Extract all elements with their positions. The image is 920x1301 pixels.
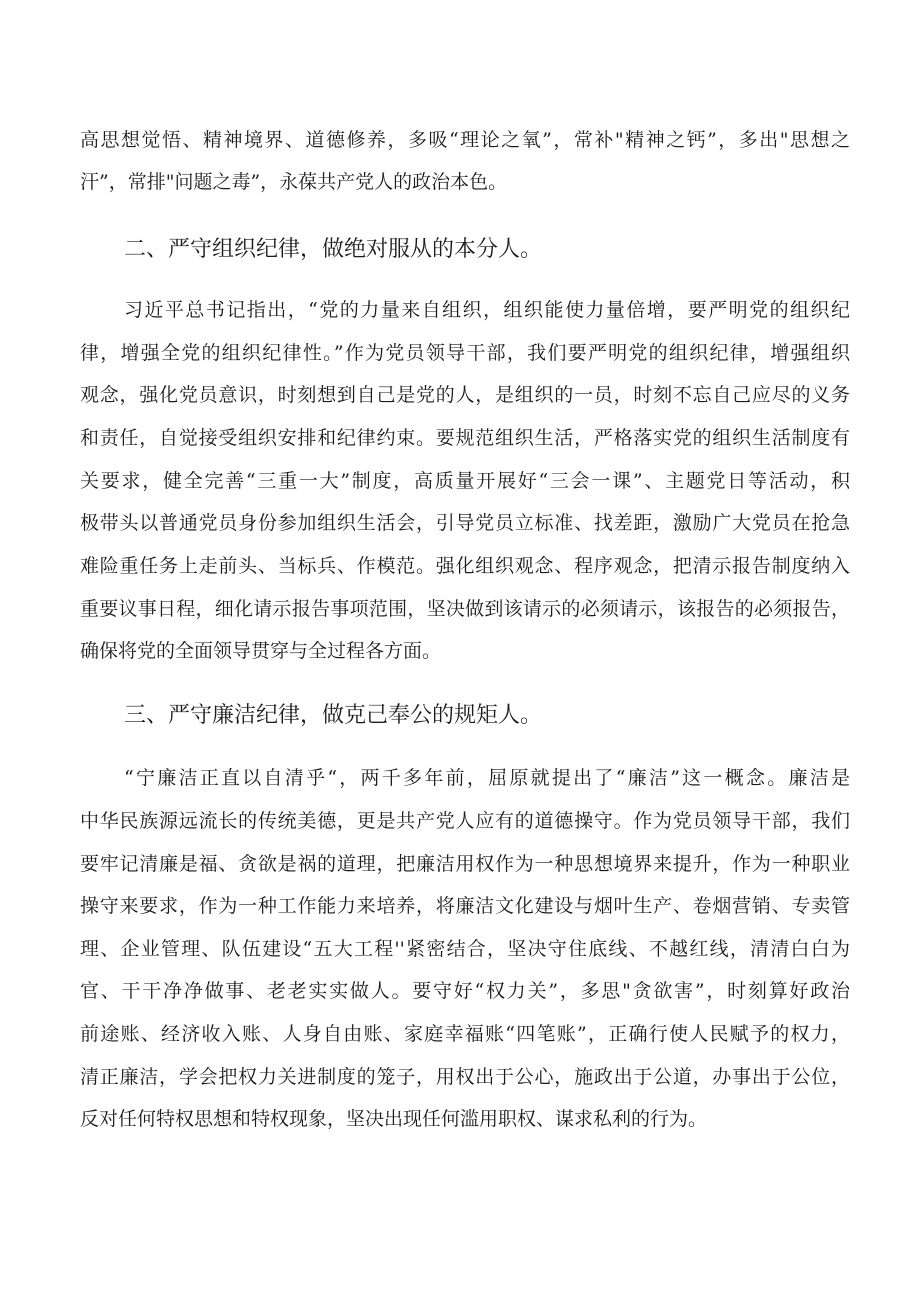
section2-line: 确保将党的全面领导贯穿与全过程各方面。 [80,640,442,662]
section3-line: 前途账、经济收入账、人身自由账、家庭幸福账“四笔账”，正确行使人民赋予的权力， [80,1023,850,1045]
section3-line: 清正廉洁，学会把权力关进制度的笼子，用权出于公心，施政出于公道，办事出于公位， [80,1066,850,1088]
section2-line: 习近平总书记指出，“党的力量来自组织，组织能使力量倍增，要严明党的组织纪 [124,299,850,321]
section3-line: 操守来要求，作为一种工作能力来培养，将廉洁文化建设与烟叶生产、卷烟营销、专卖管 [80,895,850,917]
section3-heading: 三、严守廉洁纪律，做克己奉公的规矩人。 [124,703,543,728]
section2-heading: 二、严守组织纪律，做绝对服从的本分人。 [124,237,543,262]
section3-line: 要牢记清廉是福、贪欲是祸的道理，把廉洁用权作为一种思想境界来提升，作为一种职业 [80,853,850,875]
section2-line: 观念，强化党员意识，时刻想到自己是党的人，是组织的一员，时刻不忘自己应尽的义务 [80,384,850,406]
intro-line: 汗”，常排"问题之毒”，永葆共产党人的政治本色。 [80,171,508,193]
section3-line: 理、企业管理、队伍建设“五大工程''紧密结合，坚决守住底线、不越红线，清清白白为 [80,938,850,960]
intro-line: 高思想觉悟、精神境界、道德修养，多吸“理论之氧”，常补"精神之钙”，多出"思想之 [80,129,850,151]
section3-line: 官、干干净净做事、老老实实做人。要守好“权力关”，多思"贪欲害”，时刻算好政治 [80,980,850,1002]
section3-line: “宁廉洁正直以自清乎“，两千多年前，屈原就提出了“廉洁”这一概念。廉洁是 [124,767,850,789]
section3-line: 中华民族源远流长的传统美德，更是共产党人应有的道德操守。作为党员领导干部，我们 [80,810,850,832]
section2-line: 律，增强全党的组织纪律性。”作为党员领导干部，我们要严明党的组织纪律，增强组织 [80,342,850,364]
section2-line: 关要求，健全完善“三重一大”制度，高质量开展好“三会一课”、主题党日等活动，积 [80,470,850,492]
section2-line: 极带头以普通党员身份参加组织生活会，引导党员立标准、找差距，激励广大党员在抢急 [80,512,850,534]
section2-line: 难险重任务上走前头、当标兵、作模范。强化组织观念、程序观念，把清示报告制度纳入 [80,555,850,577]
section2-line: 重要议事日程，细化请示报告事项范围，坚决做到该请示的必须请示，该报告的必须报告， [80,598,850,620]
section3-line: 反对任何特权思想和特权现象，坚决出现任何滥用职权、谋求私利的行为。 [80,1108,708,1130]
section2-line: 和责任，自觉接受组织安排和纪律约束。要规范组织生活，严格落实党的组织生活制度有 [80,427,850,449]
